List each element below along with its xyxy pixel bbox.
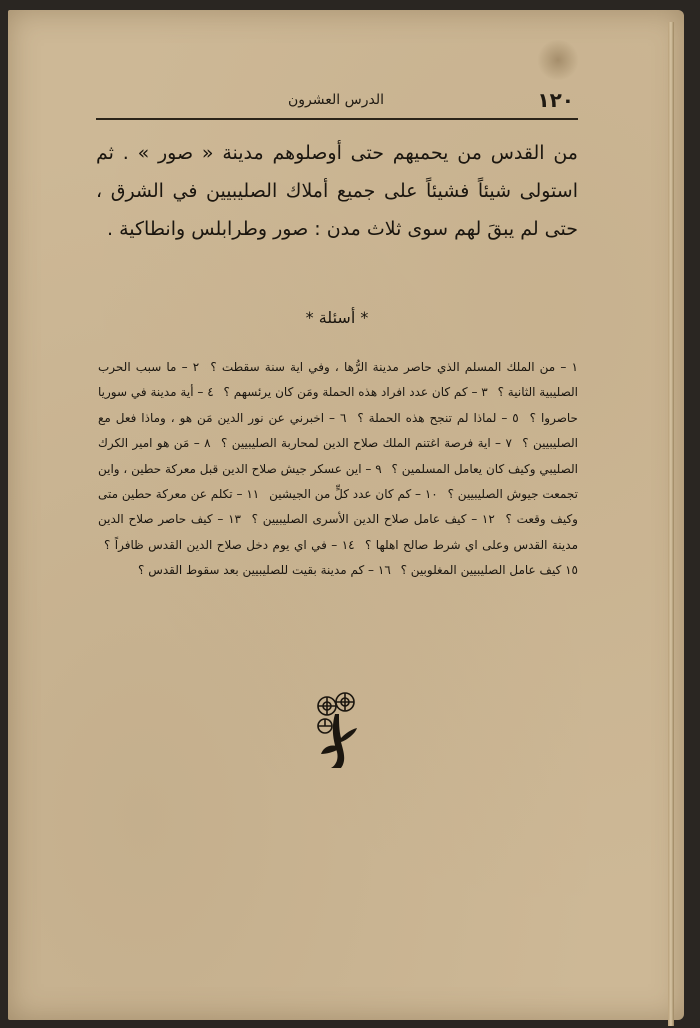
- question-item: ٦ – اخبرني عن نور الدين مَن هو ، وماذا فعل مع الصليبيين ؟: [98, 410, 579, 451]
- paper-stain: [536, 40, 580, 80]
- question-item: ١٢ – كيف عامل صلاح الدين الأسرى الصليبيين ؟: [251, 512, 495, 527]
- page-header: [96, 84, 578, 120]
- question-item: ٣ – كم كان عدد افراد هذه الحملة ومَن كان يرئسهم ؟: [223, 385, 488, 400]
- question-item: ٩ – اين عسكر جيش صلاح الدين قبل معركة حطين ، واين تجمعت جيوش الصليبيين ؟: [98, 461, 578, 502]
- question-item: ١١ – تكلم عن معركة حطين متى وكيف وقعت ؟: [98, 487, 578, 527]
- question-item: ١٣ – كيف حاصر صلاح الدين مدينة القدس وعلى اي شرط صالح اهلها ؟: [98, 512, 578, 552]
- question-item: ١٠ – كم كان عدد كلٍّ من الجيشين: [269, 487, 438, 502]
- question-item: ٨ – مَن هو امير الكرك الصليبي وكيف كان يعامل المسلمين ؟: [98, 436, 578, 476]
- question-item: ١٥ كيف عامل الصليبيين المغلوبين ؟: [400, 563, 578, 578]
- question-item: ١٤ – في اي يوم دخل صلاح الدين القدس ظافراً ؟: [104, 537, 355, 552]
- questions-list: [98, 355, 578, 584]
- page-edge: [668, 22, 674, 1026]
- question-item: ٢ – ما سبب الحرب الصليبية الثانية ؟: [98, 360, 578, 400]
- question-item: ٧ – اية فرصة اغتنم الملك صلاح الدين لمحاربة الصليبيين ؟: [220, 436, 512, 451]
- questions-heading: * أسئلة *: [305, 308, 369, 327]
- body-paragraph: من القدس من يحميهم حتى أوصلوهم مدينة « صور » . ثم استولى شيئاً فشيئاً على جميع أملاك الصليبيين في الشرق ، حتى لم يبقَ لهم سوى ثلاث مدن : صور وطرابلس وانطاكية .: [96, 142, 578, 240]
- running-title: الدرس العشرون: [288, 92, 384, 108]
- floral-vignette-icon: [313, 690, 363, 770]
- book-page: [8, 10, 684, 1020]
- question-item: ٥ – لماذا لم تنجح هذه الحملة ؟: [357, 410, 519, 425]
- question-item: ١ – من الملك المسلم الذي حاصر مدينة الرُّها ، وفي اية سنة سقطت ؟: [210, 360, 578, 374]
- body-paragraph-block: [96, 134, 578, 248]
- question-item: ١٦ – كم مدينة بقيت للصليبيين بعد سقوط القدس ؟: [138, 563, 391, 578]
- page-number: ١٢٠: [537, 88, 574, 112]
- question-item: ٤ – أية مدينة في سوريا حاصروا ؟: [98, 385, 578, 425]
